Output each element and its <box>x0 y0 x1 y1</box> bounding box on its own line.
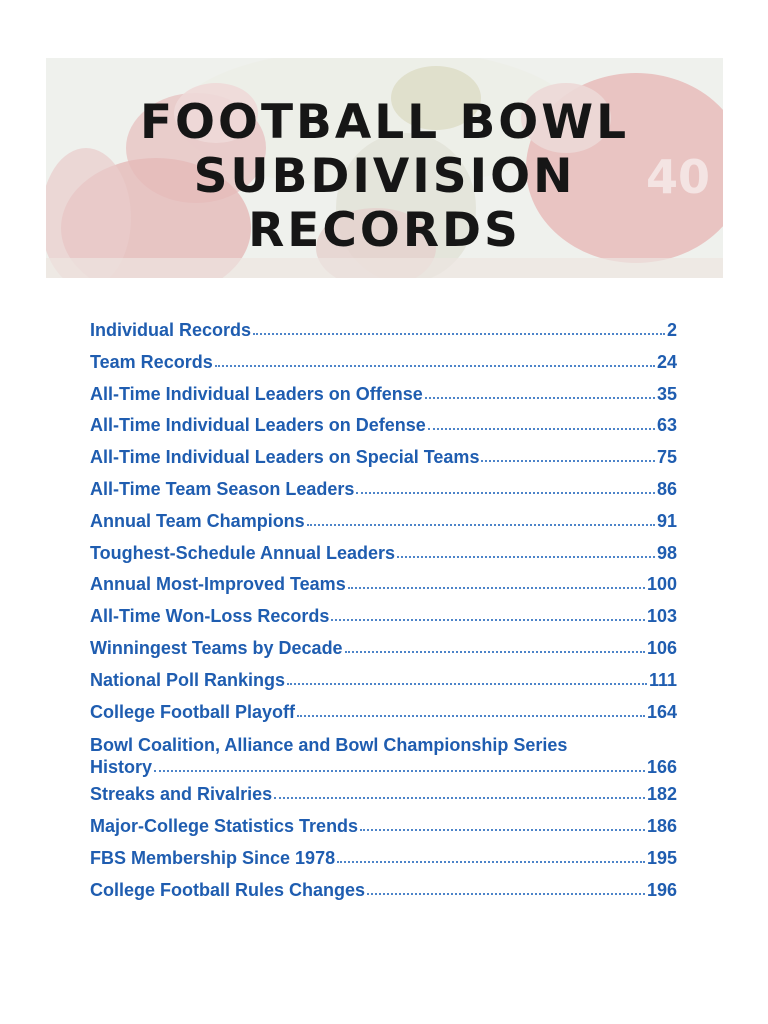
toc-entry-page: 166 <box>646 757 677 778</box>
toc-entry-page: 196 <box>646 879 677 900</box>
toc-entry-poll-rankings[interactable] <box>90 670 677 702</box>
toc-entry-page: 98 <box>656 542 677 563</box>
toc-entry-label: All-Time Individual Leaders on Offense <box>90 383 423 404</box>
toc-entry-label: Toughest-Schedule Annual Leaders <box>90 542 396 563</box>
toc-entry-label: All-Time Team Season Leaders <box>90 478 355 499</box>
dot-leader <box>215 365 655 367</box>
toc-entry-page: 91 <box>656 510 677 531</box>
toc-entry-leaders-special-teams[interactable] <box>90 447 677 479</box>
toc-entry-annual-team-champions[interactable] <box>90 511 677 543</box>
toc-entry-team-season-leaders[interactable] <box>90 479 677 511</box>
toc-entry-most-improved[interactable] <box>90 574 677 606</box>
toc-entry-page: 186 <box>646 816 677 837</box>
toc-entry-label: College Football Rules Changes <box>90 879 366 900</box>
dot-leader <box>287 683 647 685</box>
toc-entry-college-football-playoff[interactable] <box>90 702 677 734</box>
toc-entry-individual-records[interactable] <box>90 320 677 352</box>
toc-entry-label: Winningest Teams by Decade <box>90 637 343 658</box>
toc-entry-winningest-teams[interactable] <box>90 638 677 670</box>
dot-leader <box>307 524 655 526</box>
toc-entry-label: All-Time Won-Loss Records <box>90 606 330 627</box>
toc-entry-leaders-defense[interactable] <box>90 415 677 447</box>
toc-entry-label: Annual Most-Improved Teams <box>90 574 346 595</box>
title-line-2: SUBDIVISION <box>193 149 576 204</box>
dot-leader <box>425 397 655 399</box>
toc-entry-label: All-Time Individual Leaders on Special Teams <box>90 447 480 468</box>
dot-leader <box>274 797 645 799</box>
toc-entry-label: College Football Playoff <box>90 701 296 722</box>
toc-entry-page: 164 <box>646 701 677 722</box>
title-line-1: FOOTBALL BOWL <box>139 95 630 150</box>
toc-entry-page: 195 <box>646 847 677 868</box>
dot-leader <box>367 893 645 895</box>
toc-entry-label: Annual Team Champions <box>90 510 305 531</box>
toc-entry-label: Major-College Statistics Trends <box>90 816 359 837</box>
dot-leader <box>428 428 655 430</box>
dot-leader <box>360 829 645 831</box>
toc-entry-label: FBS Membership Since 1978 <box>90 847 336 868</box>
page-title <box>46 96 723 258</box>
toc-entry-label-line-2: History <box>90 757 153 778</box>
toc-entry-page: 103 <box>646 606 677 627</box>
toc-entry-page: 182 <box>646 784 677 805</box>
title-line-3: RECORDS <box>248 203 521 258</box>
toc-entry-page: 106 <box>646 637 677 658</box>
toc-entry-fbs-membership[interactable] <box>90 848 677 880</box>
toc-entry-label-line-1: Bowl Coalition, Alliance and Bowl Championship Series <box>90 735 568 756</box>
table-of-contents <box>90 320 677 912</box>
toc-entry-label: Streaks and Rivalries <box>90 784 273 805</box>
toc-entry-label: Individual Records <box>90 320 252 340</box>
dot-leader <box>337 861 645 863</box>
toc-entry-statistics-trends[interactable] <box>90 816 677 848</box>
toc-entry-page: 100 <box>646 574 677 595</box>
dot-leader <box>154 770 645 772</box>
dot-leader <box>397 556 655 558</box>
toc-entry-bcs-history[interactable] <box>90 733 677 784</box>
toc-entry-team-records[interactable] <box>90 352 677 384</box>
toc-entry-rules-changes[interactable] <box>90 880 677 912</box>
toc-entry-won-loss-records[interactable] <box>90 606 677 638</box>
toc-entry-page: 86 <box>656 478 677 499</box>
toc-entry-page: 24 <box>656 351 677 372</box>
dot-leader <box>481 460 655 462</box>
toc-entry-leaders-offense[interactable] <box>90 384 677 416</box>
toc-entry-label: Team Records <box>90 351 213 372</box>
dot-leader <box>345 651 645 653</box>
dot-leader <box>348 587 645 589</box>
toc-entry-page: 2 <box>666 320 677 340</box>
toc-entry-page: 111 <box>648 669 677 690</box>
toc-entry-label: All-Time Individual Leaders on Defense <box>90 415 426 436</box>
toc-entry-page: 75 <box>656 447 677 468</box>
svg-text:40: 40 <box>646 150 711 204</box>
toc-entry-label: National Poll Rankings <box>90 669 286 690</box>
dot-leader <box>253 333 665 335</box>
toc-entry-toughest-schedule[interactable] <box>90 543 677 575</box>
dot-leader <box>356 492 655 494</box>
header-banner <box>46 58 723 278</box>
dot-leader <box>297 715 645 717</box>
toc-entry-page: 35 <box>656 383 677 404</box>
toc-entry-streaks-rivalries[interactable] <box>90 784 677 816</box>
toc-entry-page: 63 <box>656 415 677 436</box>
dot-leader <box>331 619 645 621</box>
toc-entry-second-line <box>90 757 677 778</box>
